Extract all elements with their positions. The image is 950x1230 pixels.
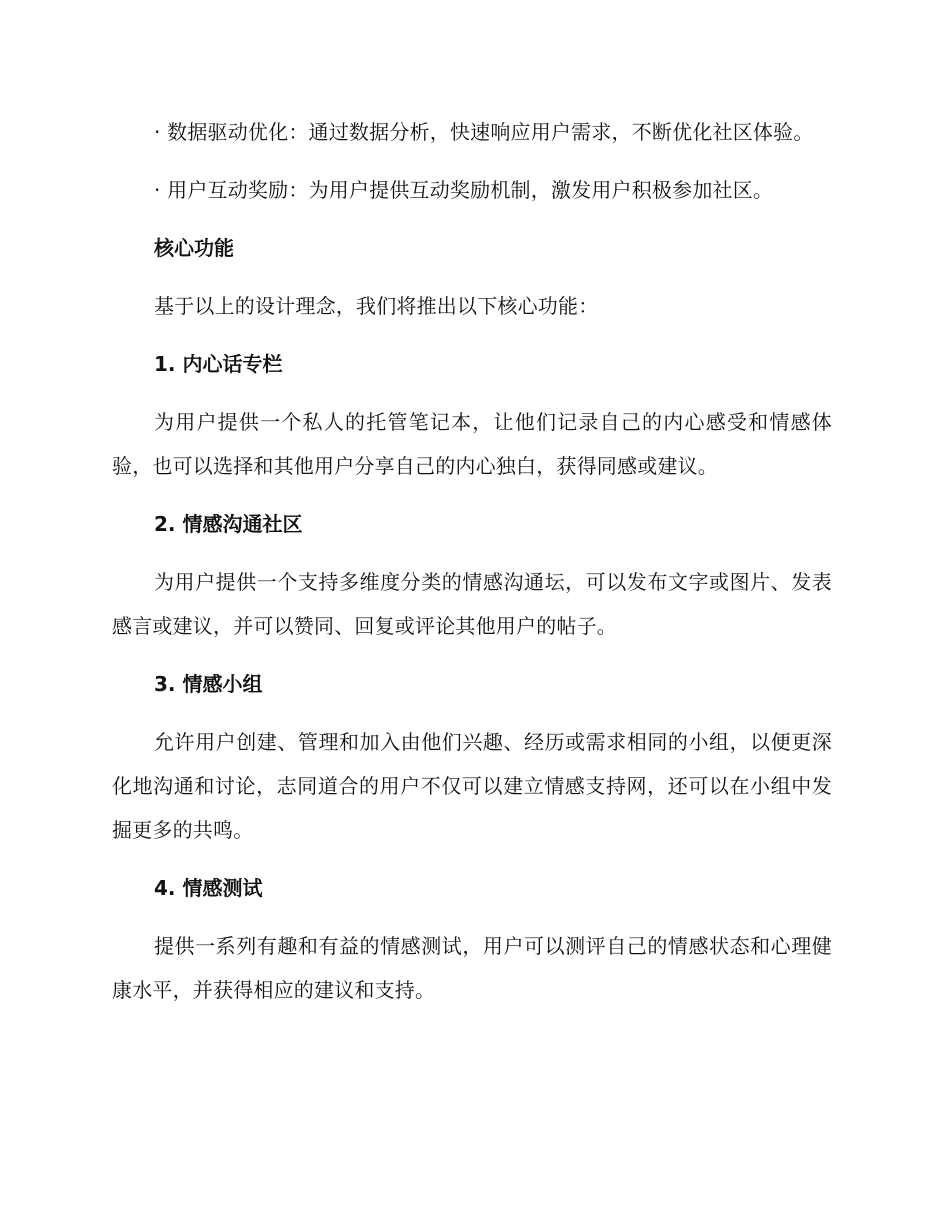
feature-body-1: 为用户提供一个私人的托管笔记本，让他们记录自己的内心感受和情感体验，也可以选择和其他用户分享自己的内心独白，获得同感或建议。 <box>112 410 832 478</box>
feature-title-2: 2. 情感沟通社区 <box>154 512 303 536</box>
feature-body-3: 允许用户创建、管理和加入由他们兴趣、经历或需求相同的小组，以便更深化地沟通和讨论，志同道合的用户不仅可以建立情感支持网，还可以在小组中发掘更多的共鸣。 <box>112 730 832 842</box>
bullet-user-rewards: · 用户互动奖励：为用户提供互动奖励机制，激发用户积极参加社区。 <box>154 178 774 202</box>
feature-title-4: 4. 情感测试 <box>154 876 263 900</box>
intro-paragraph: 基于以上的设计理念，我们将推出以下核心功能： <box>154 294 599 318</box>
feature-title-3: 3. 情感小组 <box>154 672 263 696</box>
feature-title-1: 1. 内心话专栏 <box>154 352 283 376</box>
feature-body-4: 提供一系列有趣和有益的情感测试，用户可以测评自己的情感状态和心理健康水平，并获得相应的建议和支持。 <box>112 934 832 1002</box>
bullet-data-driven: · 数据驱动优化：通过数据分析，快速响应用户需求，不断优化社区体验。 <box>154 120 814 144</box>
document-body <box>112 110 832 1012</box>
feature-body-2: 为用户提供一个支持多维度分类的情感沟通坛，可以发布文字或图片、发表感言或建议，并可以赞同、回复或评论其他用户的帖子。 <box>112 570 832 638</box>
section-title: 核心功能 <box>154 236 234 260</box>
